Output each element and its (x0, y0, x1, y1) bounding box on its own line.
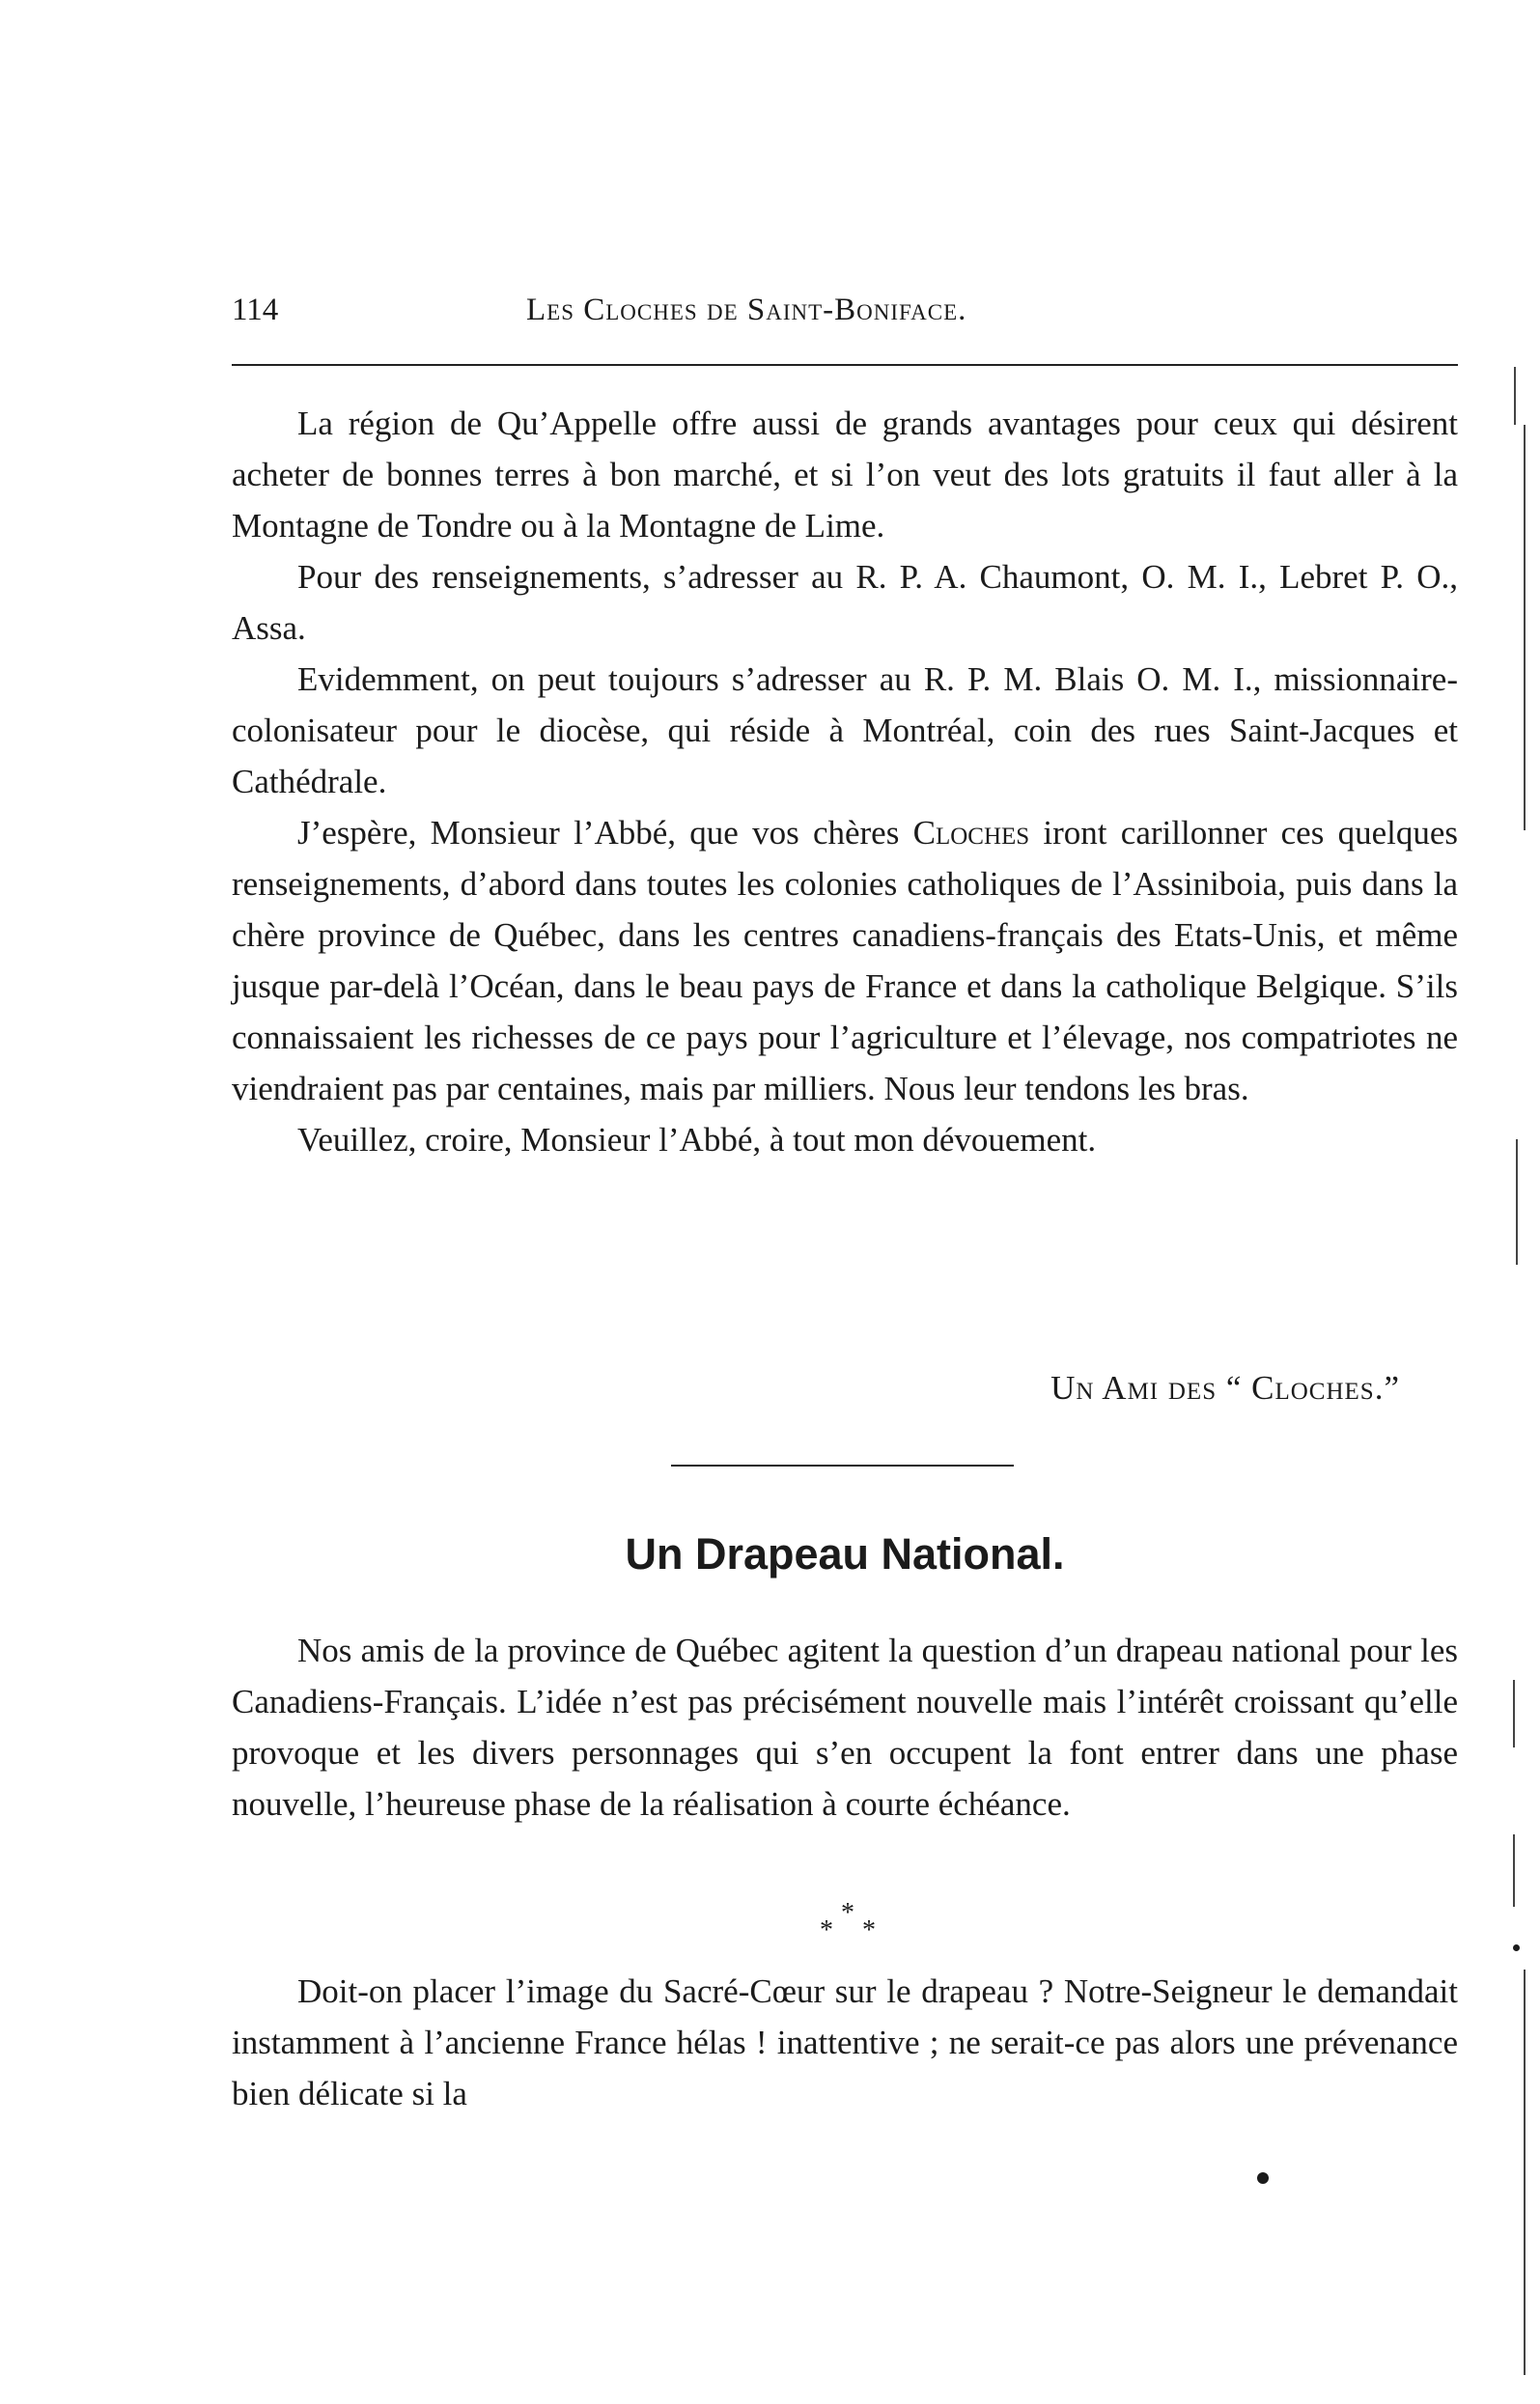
asterism-star: * (841, 1898, 854, 1928)
article-title: Un Drapeau National. (625, 1529, 1065, 1579)
article-paragraph: Doit-on placer l’image du Sacré-Cœur sur le drapeau ? Notre-Seigneur le demandait instamment à l’ancienne France hélas ! inattentive ; ne serait-ce pas alors une prévenance bien délicate si la (232, 1972, 1458, 2112)
margin-line (1516, 1139, 1518, 1265)
ink-dot (1513, 1944, 1520, 1951)
letter-closing: Veuillez, croire, Monsieur l’Abbé, à tout mon dévouement. (297, 1121, 1097, 1159)
asterism-star: * (862, 1915, 876, 1945)
margin-line (1514, 367, 1516, 425)
letter-paragraph (232, 807, 1458, 1114)
journal-name: Cloches (912, 814, 1030, 852)
running-head (232, 286, 1458, 334)
margin-line (1524, 425, 1526, 830)
margin-line (1513, 1680, 1515, 1747)
header-rule (232, 364, 1458, 366)
page-number: 114 (232, 293, 279, 327)
article-body (232, 1966, 1458, 2119)
letter-signature: Un Ami des “ Cloches.” (1050, 1369, 1400, 1407)
article-paragraph: Nos amis de la province de Québec agitent la question d’un drapeau national pour les Canadiens-Français. L’idée n’est pas précisément nouvelle mais l’intérêt croissant qu’elle provoque et les divers personnages qui s’en occupent la font entrer dans une phase nouvelle, l’heureuse phase de la réalisation à courte échéance. (232, 1632, 1458, 1823)
asterism-star: * (820, 1915, 833, 1945)
margin-line (1524, 1970, 1526, 2375)
ink-dot (1257, 2172, 1269, 2184)
article-body (232, 1625, 1458, 1830)
margin-line (1513, 1834, 1515, 1907)
asterism (806, 1900, 903, 1946)
running-title: Les Cloches de Saint-Boniface. (526, 293, 967, 327)
letter-paragraph: Evidemment, on peut toujours s’adresser au R. P. M. Blais O. M. I., missionnaire-colonisateur pour le diocèse, qui réside à Montréal, coin des rues Saint-Jacques et Cathédrale. (232, 660, 1458, 800)
section-separator (671, 1465, 1014, 1467)
letter-paragraph: La région de Qu’Appelle offre aussi de grands avantages pour ceux qui désirent acheter de bonnes terres à bon marché, et si l’on veut des lots gratuits il faut aller à la Montagne de Tondre ou à la Montagne de Lime. (232, 405, 1458, 545)
text-run: iront carillonner ces quelques renseignements, d’abord dans toutes les colonies catholiques de l’Assiniboia, puis dans la chère province de Québec, dans les centres canadiens-français des Etats-Unis, et même jusque par-delà l’Océan, dans le beau pays de France et dans la catholique Belgique. S’ils connaissaient les richesses de ce pays pour l’agriculture et l’élevage, nos compatriotes ne viendraient pas par centaines, mais par milliers. Nous leur tendons les bras. (232, 814, 1458, 1107)
letter-body (232, 398, 1458, 1165)
letter-paragraph: Pour des renseignements, s’adresser au R. P. A. Chaumont, O. M. I., Lebret P. O., Assa. (232, 558, 1458, 647)
text-run: J’espère, Monsieur l’Abbé, que vos chères (297, 814, 913, 852)
